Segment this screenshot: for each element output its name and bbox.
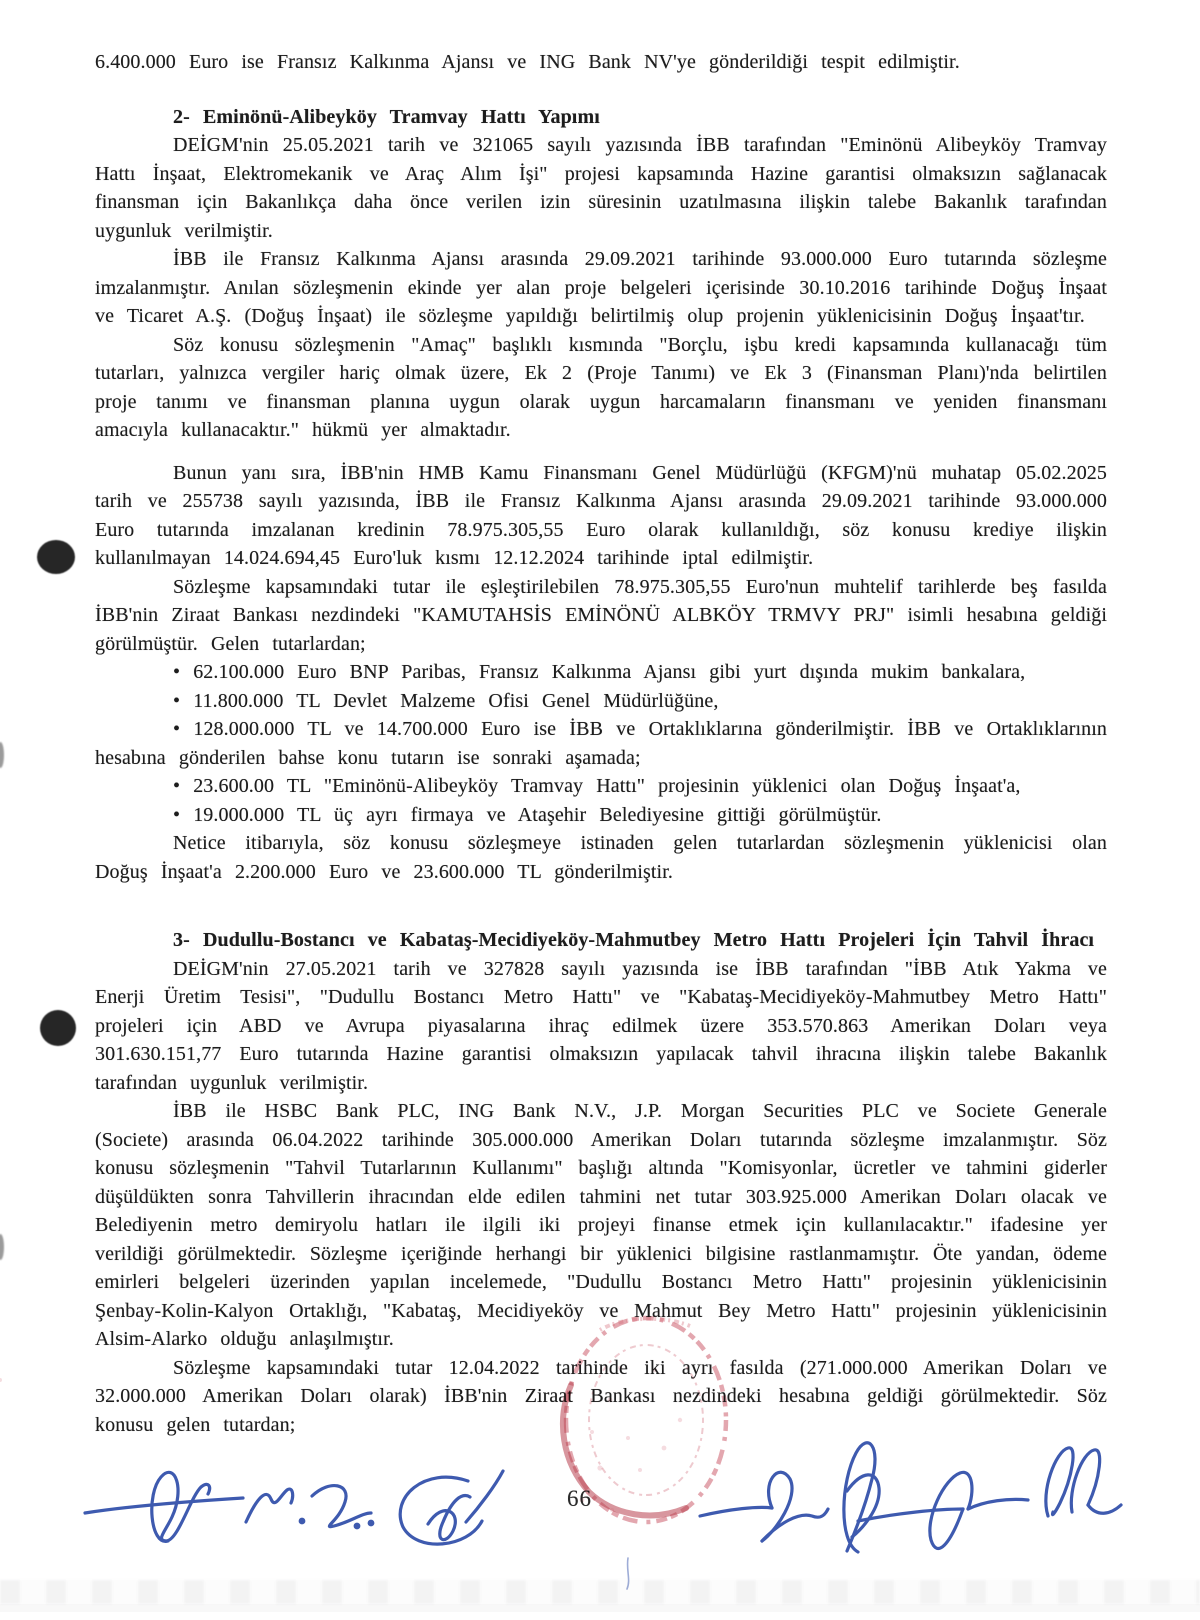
paragraph: İBB ile HSBC Bank PLC, ING Bank N.V., J.P. Morgan Securities PLC ve Societe Generale (Societe) arasında 06.04.2022 tarihinde 305.000.000 Amerikan Doları tutarında sözleşme imzalanmıştır. Söz konusu sözleşmenin "Tahvil Tutarlarının Kullanımı" başlığı altında "Komisyonlar, ücretler ve tahmini giderler düşüldükten sonra Tahvillerin ihracından elde edilen tahmini net tutar 303.925.000 Amerikan Doları olacak ve Belediyenin metro demiryolu hatları ile ilgili iki projeyi finanse etmek için kullanılacaktır." ifadesine yer verildiği görülmektedir. Sözleşme içeriğinde herhangi bir yüklenici bilgisine rastlanmamıştır. Öte yandan, ödeme emirleri belgeleri üzerinden yapılan incelemede, "Dudullu Bostancı Metro Hattı" projesinin yüklenicisinin Şenbay-Kolin-Kalyon Ortaklığı, "Kabataş, Mecidiyeköy ve Mahmut Bey Metro Hattı" projesinin yüklenicisinin Alsim-Alarko olduğu anlaşılmıştır. <box>95 1100 1107 1350</box>
scan-artifact-band <box>0 1604 1200 1612</box>
section-heading: 2- Eminönü-Alibeyköy Tramvay Hattı Yapımı <box>173 105 600 128</box>
signature-6 <box>858 1472 1028 1548</box>
signature-2 <box>246 1486 373 1528</box>
paragraph: DEİGM'nin 25.05.2021 tarih ve 321065 sayılı yazısında İBB tarafından "Eminönü Alibeyköy Tramvay Hattı İnşaat, Elektromekanik ve Araç Alım İşi" projesi kapsamında Hazine garantisi olmaksızın sağlanacak finansman için Bakanlıkça daha önce verilen izin süresinin uzatılmasına ilişkin talebe Bakanlık tarafından uygunluk verilmiştir. <box>95 134 1107 242</box>
paper-edge-mark <box>0 1234 4 1260</box>
signature-3 <box>400 1471 503 1544</box>
signature-1 <box>85 1472 243 1541</box>
bullet-item: • 23.600.00 TL "Eminönü-Alibeyköy Tramvay Hattı" projesinin yüklenici olan Doğuş İnşaat'a, <box>173 775 1021 797</box>
paragraph: Bunun yanı sıra, İBB'nin HMB Kamu Finansmanı Genel Müdürlüğü (KFGM)'nü muhatap 05.02.2025 tarih ve 255738 sayılı yazısında, İBB ile Fransız Kalkınma Ajansı arasında 29.09.2021 tarihinde 93.000.000 Euro tutarında imzalanan kredinin 78.975.305,55 Euro olarak kullanıldığı, söz konusu krediye ilişkin kullanılmayan 14.024.694,45 Euro'luk kısmı 12.12.2024 tarihinde iptal edilmiştir. <box>95 461 1107 569</box>
bullet-item: • 19.000.000 TL üç ayrı firmaya ve Ataşehir Belediyesine gittiği görülmüştür. <box>173 803 882 826</box>
signatures <box>85 1443 1121 1589</box>
hole-punch-bottom <box>40 1010 76 1046</box>
page-number: 66 <box>567 1486 592 1511</box>
paragraph: İBB ile Fransız Kalkınma Ajansı arasında 29.09.2021 tarihinde 93.000.000 Euro tutarında sözleşme imzalanmıştır. Anılan sözleşmenin ekinde yer alan proje belgeleri içerisinde 30.10.2016 tarihinde Doğuş İnşaat ve Ticaret A.Ş. (Doğuş İnşaat) ile sözleşme yapıldığı belirtilmiş olup projenin yüklenicisinin Doğuş İnşaat'tır. <box>95 248 1107 327</box>
signature-5 <box>844 1443 879 1552</box>
signature-4 <box>700 1472 828 1541</box>
bullet-item: • 11.800.000 TL Devlet Malzeme Ofisi Genel Müdürlüğüne, <box>173 689 719 712</box>
paragraph: Sözleşme kapsamındaki tutar ile eşleştirilebilen 78.975.305,55 Euro'nun muhtelif tarihlerde beş fasılda İBB'nin Ziraat Bankası nezdindeki "KAMUTAHSİS EMİNÖNÜ ALBKÖY TRMVY PRJ" isimli hesabına geldiği görülmüştür. Gelen tutarlardan; <box>95 575 1107 655</box>
paragraph: Sözleşme kapsamındaki tutar 12.04.2022 tarihinde iki ayrı fasılda (271.000.000 Amerikan Doları ve 32.000.000 Amerikan Doları olarak) İBB'nin Ziraat Bankası nezdindeki hesabına geldiği görülmektedir. Söz konusu gelen tutardan; <box>95 1356 1107 1436</box>
paragraph: 6.400.000 Euro ise Fransız Kalkınma Ajansı ve ING Bank NV'ye gönderildiği tespit edilmiştir. <box>95 51 960 73</box>
hole-punch-top <box>37 540 75 574</box>
bullet-item: • 62.100.000 Euro BNP Paribas, Fransız Kalkınma Ajansı gibi yurt dışında mukim bankalara, <box>173 661 1026 683</box>
document-body <box>95 48 1107 1439</box>
scan-artifact-band <box>0 1580 1200 1604</box>
paragraph: Söz konusu sözleşmenin "Amaç" başlıklı kısmında "Borçlu, işbu kredi kapsamında kullanacağı tüm tutarları, yalnızca vergiler hariç olmak üzere, Ek 2 (Proje Tanımı) ve Ek 3 (Finansman Planı)'nda belirtilen proje tanımı ve finansman planına uygun olarak uygun harcamaların finansmanı ve yeniden finansmanı amacıyla kullanacaktır." hükmü yer almaktadır. <box>95 333 1107 441</box>
paper-edge-mark <box>0 742 4 768</box>
bullet-item: • 128.000.000 TL ve 14.700.000 Euro ise İBB ve Ortaklıklarına gönderilmiştir. İBB ve Ortaklıklarının hesabına gönderilen bahse konu tutarın ise sonraki aşamada; <box>95 718 1107 769</box>
signature-7 <box>1046 1448 1121 1516</box>
paragraph: Netice itibarıyla, söz konusu sözleşmeye istinaden gelen tutarlardan sözleşmenin yüklenicisi olan Doğuş İnşaat'a 2.200.000 Euro ve 23.600.000 TL gönderilmiştir. <box>95 832 1107 883</box>
section-heading: 3- Dudullu-Bostancı ve Kabataş-Mecidiyeköy-Mahmutbey Metro Hattı Projeleri İçin Tahvil İhracı <box>173 929 1095 951</box>
paragraph: DEİGM'nin 27.05.2021 tarih ve 327828 sayılı yazısında ise İBB tarafından "İBB Atık Yakma ve Enerji Üretim Tesisi", "Dudullu Bostancı Metro Hattı" ve "Kabataş-Mecidiyeköy-Mahmutbey Metro Hattı" projeleri için ABD ve Avrupa piyasalarına ihraç edilmek üzere 353.570.863 Amerikan Doları veya 301.630.151,77 Euro tutarında Hazine garantisi olmaksızın yapılacak tahvil ihracına ilişkin talebe Bakanlık tarafından uygunluk verilmiştir. <box>95 957 1107 1094</box>
